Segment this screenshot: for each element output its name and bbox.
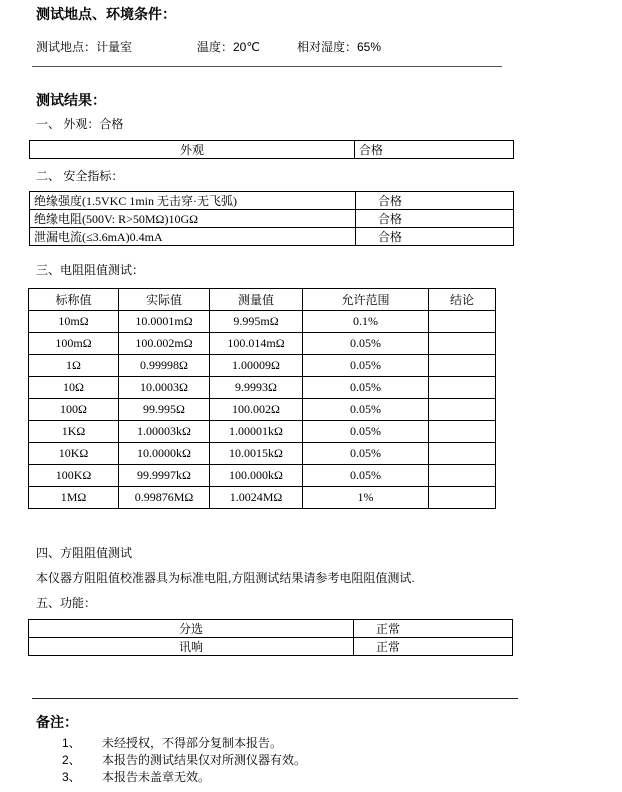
- resistance-table: [28, 288, 496, 509]
- appearance-item: 外观: [30, 141, 355, 159]
- table-row: [30, 192, 514, 210]
- function-result: 正常: [354, 638, 513, 656]
- notes-heading: 备注：: [36, 714, 78, 730]
- safety-table: [29, 191, 514, 246]
- note-text: 本报告未盖章无效。: [102, 770, 211, 784]
- sheet-heading: 四、方阻阻值测试: [36, 546, 133, 560]
- table-cell: 0.99876MΩ: [119, 487, 210, 509]
- safety-item: 绝缘电阻(500V: R>50MΩ)10GΩ: [30, 210, 356, 228]
- table-cell: 10.0001mΩ: [119, 311, 210, 333]
- sheet-text: 本仪器方阻阻值校准器具为标准电阻,方阻测试结果请参考电阻阻值测试.: [36, 571, 415, 585]
- table-cell: 0.1%: [303, 311, 429, 333]
- note-number: 1、: [62, 736, 81, 750]
- table-cell: 9.995mΩ: [210, 311, 303, 333]
- table-cell: 1KΩ: [29, 421, 119, 443]
- table-cell: 0.05%: [303, 377, 429, 399]
- table-cell: [429, 421, 496, 443]
- safety-result: 合格: [356, 228, 514, 246]
- table-cell: 10mΩ: [29, 311, 119, 333]
- safety-heading: 二、 安全指标：: [36, 169, 124, 183]
- table-cell: 99.995Ω: [119, 399, 210, 421]
- divider: [32, 66, 502, 67]
- table-cell: 0.05%: [303, 465, 429, 487]
- function-heading: 五、功能：: [36, 596, 97, 610]
- table-row: [29, 399, 496, 421]
- table-row: [29, 443, 496, 465]
- note-text: 未经授权，不得部分复制本报告。: [102, 736, 283, 750]
- table-row: [29, 311, 496, 333]
- table-cell: 0.99998Ω: [119, 355, 210, 377]
- column-header: 实际值: [119, 289, 210, 311]
- header-row: [29, 289, 496, 311]
- table-row: [29, 638, 513, 656]
- safety-result: 合格: [356, 192, 514, 210]
- function-table: [28, 619, 513, 656]
- safety-result: 合格: [356, 210, 514, 228]
- table-cell: 0.05%: [303, 421, 429, 443]
- table-cell: 10.0015kΩ: [210, 443, 303, 465]
- function-item: 分选: [29, 620, 354, 638]
- table-cell: 1.0024MΩ: [210, 487, 303, 509]
- table-row: [29, 355, 496, 377]
- table-cell: 10KΩ: [29, 443, 119, 465]
- table-cell: 99.9997kΩ: [119, 465, 210, 487]
- function-item: 讯响: [29, 638, 354, 656]
- table-cell: 1.00001kΩ: [210, 421, 303, 443]
- note-number: 3、: [62, 770, 81, 784]
- table-cell: 1%: [303, 487, 429, 509]
- test-location: 测试地点：计量室: [36, 40, 133, 54]
- table-cell: 9.9993Ω: [210, 377, 303, 399]
- table-cell: [429, 399, 496, 421]
- table-cell: 100KΩ: [29, 465, 119, 487]
- column-header: 测量值: [210, 289, 303, 311]
- table-cell: 0.05%: [303, 443, 429, 465]
- column-header: 标称值: [29, 289, 119, 311]
- table-row: [29, 377, 496, 399]
- table-cell: [429, 465, 496, 487]
- table-cell: 100.002Ω: [210, 399, 303, 421]
- results-heading: 测试结果：: [36, 92, 106, 108]
- appearance-table: [29, 140, 514, 159]
- table-cell: 100.002mΩ: [119, 333, 210, 355]
- table-cell: 100.000kΩ: [210, 465, 303, 487]
- table-cell: 100mΩ: [29, 333, 119, 355]
- table-cell: 100Ω: [29, 399, 119, 421]
- table-row: [29, 465, 496, 487]
- table-cell: [429, 487, 496, 509]
- table-cell: 1MΩ: [29, 487, 119, 509]
- column-header: 允许范围: [303, 289, 429, 311]
- column-header: 结论: [429, 289, 496, 311]
- table-row: [30, 210, 514, 228]
- safety-item: 绝缘强度(1.5VKC 1min 无击穿·无飞弧): [30, 192, 356, 210]
- table-cell: 0.05%: [303, 399, 429, 421]
- temperature: 温度：20℃: [197, 40, 260, 54]
- env-heading: 测试地点、环境条件：: [36, 6, 176, 22]
- table-cell: 0.05%: [303, 355, 429, 377]
- table-cell: 10Ω: [29, 377, 119, 399]
- appearance-heading: 一、 外观：合格: [36, 117, 124, 131]
- table-cell: 10.0003Ω: [119, 377, 210, 399]
- divider: [32, 698, 518, 699]
- resistance-heading: 三、电阻阻值测试：: [36, 263, 145, 277]
- table-cell: 10.0000kΩ: [119, 443, 210, 465]
- table-cell: [429, 355, 496, 377]
- table-row: [29, 421, 496, 443]
- note-number: 2、: [62, 753, 81, 767]
- table-cell: [429, 311, 496, 333]
- table-cell: [429, 333, 496, 355]
- note-text: 本报告的测试结果仅对所测仪器有效。: [102, 753, 307, 767]
- table-cell: 0.05%: [303, 333, 429, 355]
- appearance-result: 合格: [355, 141, 514, 159]
- table-cell: 100.014mΩ: [210, 333, 303, 355]
- safety-item: 泄漏电流(≤3.6mA)0.4mA: [30, 228, 356, 246]
- humidity: 相对湿度：65%: [297, 40, 382, 54]
- table-row: [29, 333, 496, 355]
- function-result: 正常: [354, 620, 513, 638]
- table-row: [30, 228, 514, 246]
- table-cell: 1.00003kΩ: [119, 421, 210, 443]
- table-row: [29, 487, 496, 509]
- table-cell: [429, 377, 496, 399]
- table-cell: 1.00009Ω: [210, 355, 303, 377]
- table-cell: 1Ω: [29, 355, 119, 377]
- table-cell: [429, 443, 496, 465]
- table-row: [29, 620, 513, 638]
